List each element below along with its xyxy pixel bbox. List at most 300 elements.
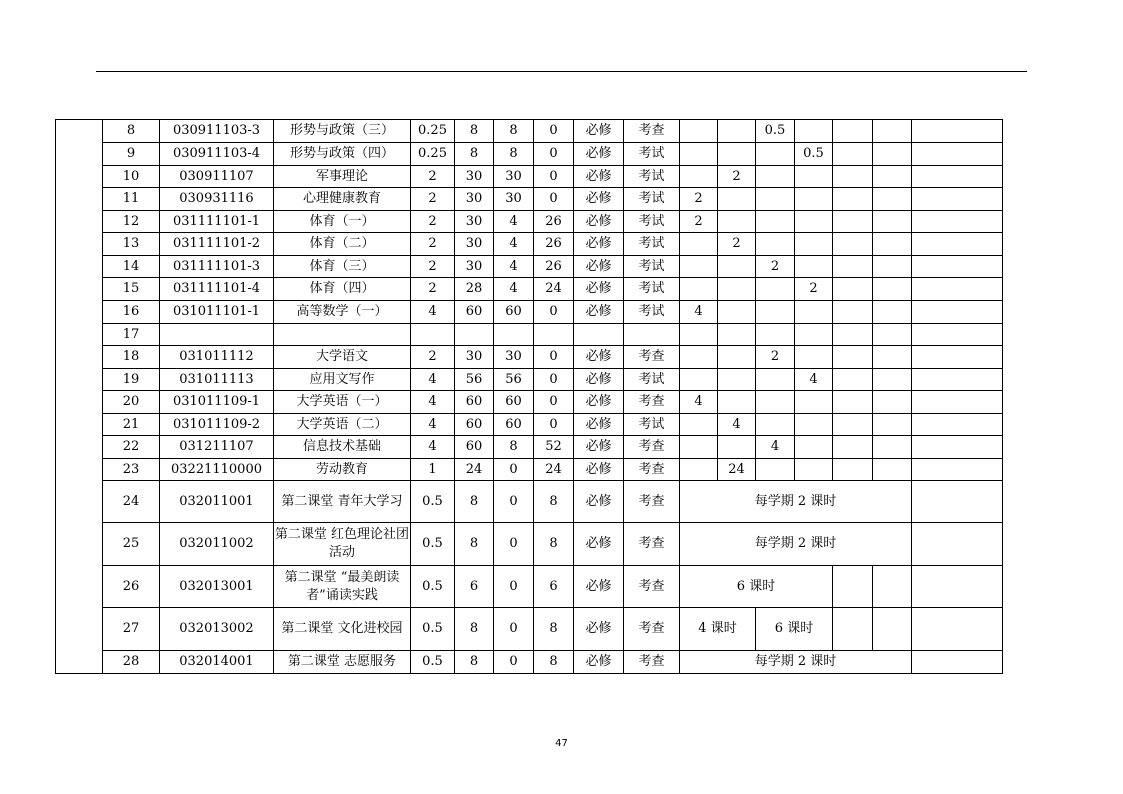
cell-remark <box>912 459 1003 481</box>
table-row <box>56 278 1003 301</box>
cell-semester-6 <box>873 566 912 608</box>
table-row <box>56 211 1003 233</box>
header-rule <box>96 71 1027 72</box>
cell-remark <box>912 278 1003 301</box>
cell-semester-5 <box>833 369 873 391</box>
cell-total-hours: 8 <box>455 523 494 566</box>
cell-semester-3 <box>756 233 795 256</box>
cell-total-hours: 28 <box>455 278 494 301</box>
table-row <box>56 120 1003 143</box>
cell-exam-type: 考查 <box>624 651 680 674</box>
cell-practice-hours: 0 <box>534 166 574 188</box>
cell-semester-6 <box>873 324 912 346</box>
cell-semester-6 <box>873 256 912 278</box>
cell-credit: 2 <box>411 188 455 211</box>
cell-index: 13 <box>103 233 160 256</box>
cell-semester-6 <box>873 166 912 188</box>
table-row <box>56 608 1003 651</box>
cell-practice-hours: 0 <box>534 188 574 211</box>
cell-theory-hours: 8 <box>494 436 534 459</box>
cell-semester-note: 6 课时 <box>680 566 833 608</box>
cell-exam-type: 考试 <box>624 166 680 188</box>
cell-theory-hours: 0 <box>494 566 534 608</box>
cell-course-name: 形势与政策（四） <box>274 143 411 166</box>
cell-theory-hours: 0 <box>494 523 534 566</box>
cell-practice-hours: 26 <box>534 211 574 233</box>
cell-index: 10 <box>103 166 160 188</box>
cell-total-hours: 56 <box>455 369 494 391</box>
cell-semester-6 <box>873 459 912 481</box>
table-row <box>56 566 1003 608</box>
cell-semester-6 <box>873 120 912 143</box>
table-row <box>56 301 1003 324</box>
cell-semester-2 <box>718 301 756 324</box>
cell-semester-3: 2 <box>756 346 795 369</box>
cell-remark <box>912 166 1003 188</box>
table-row <box>56 324 1003 346</box>
cell-practice-hours: 0 <box>534 391 574 414</box>
cell-code: 032013001 <box>160 566 274 608</box>
cell-remark <box>912 120 1003 143</box>
cell-semester-1 <box>680 278 718 301</box>
cell-semester-3 <box>756 391 795 414</box>
cell-credit <box>411 324 455 346</box>
cell-total-hours: 30 <box>455 188 494 211</box>
cell-credit: 4 <box>411 436 455 459</box>
cell-course-name: 体育（三） <box>274 256 411 278</box>
cell-credit: 4 <box>411 391 455 414</box>
cell-semester-6 <box>873 608 912 651</box>
cell-total-hours: 30 <box>455 233 494 256</box>
cell-remark <box>912 369 1003 391</box>
cell-exam-type: 考试 <box>624 278 680 301</box>
cell-course-type: 必修 <box>574 120 624 143</box>
cell-exam-type: 考查 <box>624 523 680 566</box>
cell-course-type: 必修 <box>574 369 624 391</box>
cell-course-type: 必修 <box>574 166 624 188</box>
cell-semester-4: 2 <box>795 278 833 301</box>
cell-code: 030931116 <box>160 188 274 211</box>
cell-semester-1 <box>680 436 718 459</box>
cell-index: 20 <box>103 391 160 414</box>
cell-exam-type: 考试 <box>624 256 680 278</box>
cell-semester-6 <box>873 143 912 166</box>
cell-course-name: 体育（二） <box>274 233 411 256</box>
cell-credit: 2 <box>411 278 455 301</box>
cell-semester-4 <box>795 414 833 436</box>
cell-practice-hours: 24 <box>534 459 574 481</box>
cell-practice-hours: 0 <box>534 414 574 436</box>
cell-semester-5 <box>833 188 873 211</box>
cell-theory-hours: 8 <box>494 120 534 143</box>
cell-code: 031111101-2 <box>160 233 274 256</box>
cell-credit: 0.5 <box>411 608 455 651</box>
cell-semester-5 <box>833 459 873 481</box>
cell-exam-type: 考查 <box>624 459 680 481</box>
cell-semester-4 <box>795 188 833 211</box>
cell-semester-5 <box>833 278 873 301</box>
cell-course-type: 必修 <box>574 346 624 369</box>
table-row <box>56 523 1003 566</box>
cell-semester-3 <box>756 324 795 346</box>
cell-theory-hours: 0 <box>494 651 534 674</box>
cell-course-type: 必修 <box>574 391 624 414</box>
cell-credit: 0.5 <box>411 566 455 608</box>
cell-semester-5 <box>833 166 873 188</box>
cell-semester-1 <box>680 166 718 188</box>
cell-remark <box>912 436 1003 459</box>
cell-semester-2: 24 <box>718 459 756 481</box>
cell-semester-3: 0.5 <box>756 120 795 143</box>
cell-credit: 0.5 <box>411 523 455 566</box>
cell-code: 031011112 <box>160 346 274 369</box>
cell-code <box>160 324 274 346</box>
cell-total-hours: 8 <box>455 481 494 523</box>
cell-exam-type: 考查 <box>624 436 680 459</box>
cell-code: 030911107 <box>160 166 274 188</box>
cell-remark <box>912 324 1003 346</box>
cell-semester-1: 4 <box>680 391 718 414</box>
cell-semester-5 <box>833 391 873 414</box>
cell-credit: 4 <box>411 301 455 324</box>
cell-remark <box>912 346 1003 369</box>
cell-code: 031011109-2 <box>160 414 274 436</box>
cell-course-name: 第二课堂 “最美朗读者”诵读实践 <box>274 566 411 608</box>
cell-course-type: 必修 <box>574 188 624 211</box>
cell-course-type <box>574 324 624 346</box>
cell-exam-type: 考查 <box>624 608 680 651</box>
cell-semester-6 <box>873 188 912 211</box>
cell-theory-hours <box>494 324 534 346</box>
cell-semester-5 <box>833 324 873 346</box>
cell-credit: 0.25 <box>411 143 455 166</box>
cell-semester-6 <box>873 233 912 256</box>
cell-semester-1: 2 <box>680 188 718 211</box>
cell-semester-2 <box>718 278 756 301</box>
cell-credit: 2 <box>411 233 455 256</box>
cell-index: 28 <box>103 651 160 674</box>
cell-course-type: 必修 <box>574 278 624 301</box>
cell-index: 27 <box>103 608 160 651</box>
cell-course-name: 体育（一） <box>274 211 411 233</box>
cell-exam-type: 考查 <box>624 481 680 523</box>
cell-semester-2: 2 <box>718 166 756 188</box>
table-row <box>56 166 1003 188</box>
cell-total-hours: 30 <box>455 211 494 233</box>
cell-semester-5 <box>833 211 873 233</box>
cell-semester-3 <box>756 166 795 188</box>
cell-semester-note: 每学期 2 课时 <box>680 523 912 566</box>
cell-code: 031111101-3 <box>160 256 274 278</box>
cell-theory-hours: 4 <box>494 233 534 256</box>
cell-code: 032013002 <box>160 608 274 651</box>
cell-code: 032014001 <box>160 651 274 674</box>
cell-semester-4 <box>795 166 833 188</box>
cell-total-hours: 6 <box>455 566 494 608</box>
cell-remark <box>912 566 1003 608</box>
cell-semester-2 <box>718 436 756 459</box>
cell-theory-hours: 0 <box>494 459 534 481</box>
cell-code: 03221110000 <box>160 459 274 481</box>
cell-index: 16 <box>103 301 160 324</box>
cell-semester-1: 2 <box>680 211 718 233</box>
cell-semester-4 <box>795 391 833 414</box>
cell-semester-1 <box>680 346 718 369</box>
table-row <box>56 346 1003 369</box>
cell-practice-hours: 26 <box>534 233 574 256</box>
cell-theory-hours: 60 <box>494 301 534 324</box>
cell-code: 030911103-3 <box>160 120 274 143</box>
cell-total-hours: 60 <box>455 391 494 414</box>
cell-semester-6 <box>873 391 912 414</box>
cell-semester-note: 每学期 2 课时 <box>680 481 912 523</box>
cell-semester-3 <box>756 278 795 301</box>
cell-remark <box>912 608 1003 651</box>
cell-remark <box>912 301 1003 324</box>
cell-credit: 4 <box>411 414 455 436</box>
cell-semester-2 <box>718 369 756 391</box>
cell-index: 25 <box>103 523 160 566</box>
cell-total-hours: 8 <box>455 120 494 143</box>
cell-remark <box>912 523 1003 566</box>
cell-index: 8 <box>103 120 160 143</box>
cell-semester-3 <box>756 143 795 166</box>
cell-index: 9 <box>103 143 160 166</box>
cell-semester-1 <box>680 324 718 346</box>
cell-semester-5 <box>833 233 873 256</box>
cell-remark <box>912 651 1003 674</box>
cell-theory-hours: 60 <box>494 391 534 414</box>
cell-theory-hours: 56 <box>494 369 534 391</box>
cell-semester-6 <box>873 301 912 324</box>
cell-code: 032011002 <box>160 523 274 566</box>
cell-semester-2 <box>718 391 756 414</box>
cell-semester-4 <box>795 324 833 346</box>
cell-index: 19 <box>103 369 160 391</box>
cell-semester-4 <box>795 211 833 233</box>
cell-exam-type: 考试 <box>624 369 680 391</box>
cell-exam-type: 考查 <box>624 120 680 143</box>
cell-total-hours: 8 <box>455 651 494 674</box>
cell-semester-4 <box>795 120 833 143</box>
cell-semester-2 <box>718 324 756 346</box>
cell-practice-hours: 8 <box>534 481 574 523</box>
table-row <box>56 143 1003 166</box>
cell-semester-4 <box>795 459 833 481</box>
cell-exam-type: 考查 <box>624 391 680 414</box>
cell-practice-hours <box>534 324 574 346</box>
cell-total-hours: 30 <box>455 256 494 278</box>
cell-semester-6 <box>873 414 912 436</box>
cell-index: 26 <box>103 566 160 608</box>
table-row <box>56 414 1003 436</box>
cell-course-type: 必修 <box>574 459 624 481</box>
cell-semester-1 <box>680 233 718 256</box>
cell-practice-hours: 0 <box>534 369 574 391</box>
cell-credit: 2 <box>411 346 455 369</box>
cell-course-type: 必修 <box>574 256 624 278</box>
cell-semester-4: 0.5 <box>795 143 833 166</box>
cell-semester-5 <box>833 346 873 369</box>
table-row <box>56 459 1003 481</box>
cell-course-type: 必修 <box>574 143 624 166</box>
cell-semester-5 <box>833 414 873 436</box>
cell-code: 031011101-1 <box>160 301 274 324</box>
cell-total-hours: 60 <box>455 414 494 436</box>
table-row <box>56 391 1003 414</box>
cell-semester-5 <box>833 301 873 324</box>
cell-semester-3 <box>756 301 795 324</box>
cell-semester-6 <box>873 278 912 301</box>
cell-semester-4 <box>795 436 833 459</box>
table-row <box>56 256 1003 278</box>
cell-theory-hours: 4 <box>494 256 534 278</box>
cell-theory-hours: 30 <box>494 166 534 188</box>
cell-practice-hours: 0 <box>534 143 574 166</box>
cell-theory-hours: 60 <box>494 414 534 436</box>
cell-theory-hours: 0 <box>494 608 534 651</box>
cell-total-hours: 8 <box>455 143 494 166</box>
cell-semester-5 <box>833 436 873 459</box>
cell-exam-type: 考试 <box>624 188 680 211</box>
category-cell <box>56 120 103 674</box>
cell-theory-hours: 8 <box>494 143 534 166</box>
cell-course-name: 大学英语（二） <box>274 414 411 436</box>
cell-semester-1 <box>680 459 718 481</box>
cell-course-name: 第二课堂 青年大学习 <box>274 481 411 523</box>
cell-course-name: 大学英语（一） <box>274 391 411 414</box>
cell-semester-4 <box>795 233 833 256</box>
cell-semester-3 <box>756 369 795 391</box>
cell-code: 031111101-1 <box>160 211 274 233</box>
cell-remark <box>912 391 1003 414</box>
cell-code: 030911103-4 <box>160 143 274 166</box>
cell-semester-1 <box>680 414 718 436</box>
cell-index: 17 <box>103 324 160 346</box>
cell-practice-hours: 52 <box>534 436 574 459</box>
cell-semester-4 <box>795 256 833 278</box>
cell-theory-hours: 4 <box>494 278 534 301</box>
cell-remark <box>912 481 1003 523</box>
cell-semester-2: 2 <box>718 233 756 256</box>
cell-practice-hours: 0 <box>534 346 574 369</box>
cell-index: 23 <box>103 459 160 481</box>
cell-semester-4 <box>795 346 833 369</box>
cell-semester-note: 4 课时 <box>680 608 756 651</box>
cell-theory-hours: 0 <box>494 481 534 523</box>
cell-credit: 0.25 <box>411 120 455 143</box>
cell-semester-1 <box>680 369 718 391</box>
cell-semester-4: 4 <box>795 369 833 391</box>
cell-semester-1 <box>680 120 718 143</box>
cell-semester-5 <box>833 143 873 166</box>
cell-practice-hours: 8 <box>534 651 574 674</box>
cell-total-hours: 8 <box>455 608 494 651</box>
cell-practice-hours: 8 <box>534 608 574 651</box>
cell-course-name: 应用文写作 <box>274 369 411 391</box>
cell-course-type: 必修 <box>574 301 624 324</box>
cell-semester-2 <box>718 256 756 278</box>
cell-credit: 2 <box>411 166 455 188</box>
cell-course-type: 必修 <box>574 566 624 608</box>
cell-exam-type: 考查 <box>624 566 680 608</box>
cell-remark <box>912 233 1003 256</box>
cell-index: 22 <box>103 436 160 459</box>
cell-practice-hours: 6 <box>534 566 574 608</box>
cell-index: 24 <box>103 481 160 523</box>
cell-semester-6 <box>873 369 912 391</box>
cell-semester-3 <box>756 211 795 233</box>
cell-semester-4 <box>795 301 833 324</box>
cell-index: 12 <box>103 211 160 233</box>
cell-code: 031211107 <box>160 436 274 459</box>
cell-course-name: 高等数学（一） <box>274 301 411 324</box>
cell-exam-type <box>624 324 680 346</box>
cell-semester-1 <box>680 143 718 166</box>
cell-remark <box>912 188 1003 211</box>
cell-semester-3: 2 <box>756 256 795 278</box>
cell-practice-hours: 0 <box>534 120 574 143</box>
cell-semester-3 <box>756 414 795 436</box>
cell-semester-6 <box>873 436 912 459</box>
cell-course-name: 大学语文 <box>274 346 411 369</box>
cell-semester-2 <box>718 211 756 233</box>
table-row <box>56 188 1003 211</box>
cell-code: 031011109-1 <box>160 391 274 414</box>
cell-practice-hours: 0 <box>534 301 574 324</box>
cell-code: 032011001 <box>160 481 274 523</box>
cell-semester-6 <box>873 346 912 369</box>
cell-course-type: 必修 <box>574 651 624 674</box>
cell-practice-hours: 26 <box>534 256 574 278</box>
cell-index: 18 <box>103 346 160 369</box>
cell-exam-type: 考试 <box>624 301 680 324</box>
cell-course-type: 必修 <box>574 211 624 233</box>
cell-code: 031011113 <box>160 369 274 391</box>
table-row <box>56 369 1003 391</box>
cell-credit: 2 <box>411 256 455 278</box>
cell-course-type: 必修 <box>574 414 624 436</box>
cell-remark <box>912 256 1003 278</box>
cell-semester-1 <box>680 256 718 278</box>
cell-semester-3 <box>756 188 795 211</box>
cell-total-hours: 30 <box>455 346 494 369</box>
cell-index: 14 <box>103 256 160 278</box>
table-row <box>56 481 1003 523</box>
table-row <box>56 436 1003 459</box>
cell-exam-type: 考查 <box>624 346 680 369</box>
cell-semester-5 <box>833 608 873 651</box>
cell-exam-type: 考试 <box>624 414 680 436</box>
cell-index: 11 <box>103 188 160 211</box>
cell-course-name: 第二课堂 志愿服务 <box>274 651 411 674</box>
table-row <box>56 651 1003 674</box>
cell-credit: 0.5 <box>411 651 455 674</box>
cell-exam-type: 考试 <box>624 143 680 166</box>
page-number: 47 <box>555 738 568 749</box>
cell-index: 15 <box>103 278 160 301</box>
cell-course-name: 第二课堂 文化进校园 <box>274 608 411 651</box>
cell-credit: 2 <box>411 211 455 233</box>
table-row <box>56 233 1003 256</box>
course-table <box>55 119 1003 674</box>
cell-semester-2 <box>718 346 756 369</box>
cell-exam-type: 考试 <box>624 211 680 233</box>
cell-total-hours: 60 <box>455 436 494 459</box>
cell-semester-5 <box>833 566 873 608</box>
cell-exam-type: 考试 <box>624 233 680 256</box>
cell-semester-5 <box>833 120 873 143</box>
